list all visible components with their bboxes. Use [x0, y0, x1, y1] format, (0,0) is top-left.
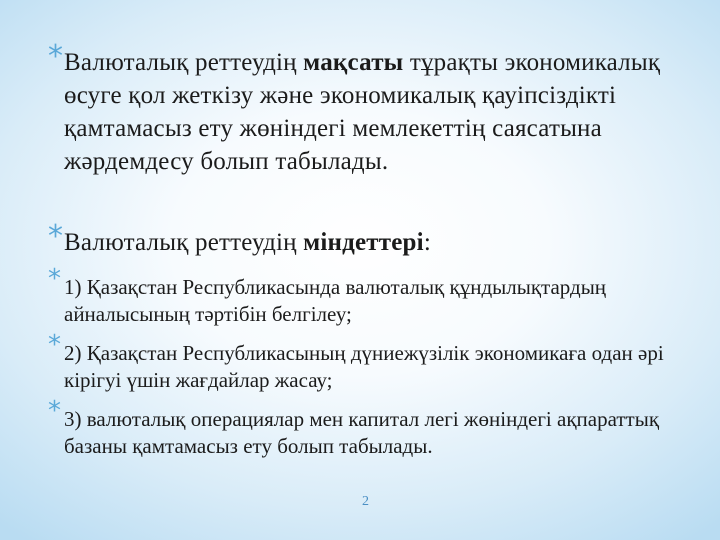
tasks-heading: [48, 226, 688, 259]
bullet-task-2: [48, 330, 688, 394]
page-number: 2: [362, 494, 369, 509]
tasks-keyword: міндеттері: [303, 229, 424, 256]
bullet-star-icon: *: [48, 330, 61, 360]
bullet-task-3: [48, 396, 688, 460]
bullet-star-icon: *: [48, 39, 64, 74]
goal-paragraph: [48, 46, 688, 178]
tasks-prefix: Валюталық реттеудің: [64, 229, 304, 256]
bullet-star-icon: *: [48, 396, 61, 426]
bullet-tasks-heading: [48, 219, 688, 259]
bullet-task-1: [48, 264, 688, 328]
task-2-text: 2) Қазақстан Республикасының дүниежүзілік экономикаға одан әрі кірігуі үшін жағдайлар жасау;: [64, 341, 664, 392]
goal-prefix: Валюталық реттеудің: [64, 49, 304, 76]
bullet-star-icon: *: [48, 219, 64, 254]
tasks-suffix: :: [423, 229, 431, 256]
bullet-goal: [48, 39, 688, 178]
bullet-star-icon: *: [48, 264, 61, 294]
goal-suffix: тұрақты экономикалық өсуге қол жеткізу және экономикалық қауіпсіздікті қамтамасыз ету жөніндегі мемлекеттің саясатына жәрдемдесу болып табылады.: [64, 49, 661, 175]
goal-keyword: мақсаты: [303, 49, 404, 76]
task-1-text: 1) Қазақстан Республикасында валюталық құндылықтардың айналысының тәртібін белгілеу;: [64, 275, 607, 326]
task-3-text: 3) валюталық операциялар мен капитал легі жөніндегі ақпараттық базаны қамтамасыз ету болып табылады.: [64, 407, 660, 458]
